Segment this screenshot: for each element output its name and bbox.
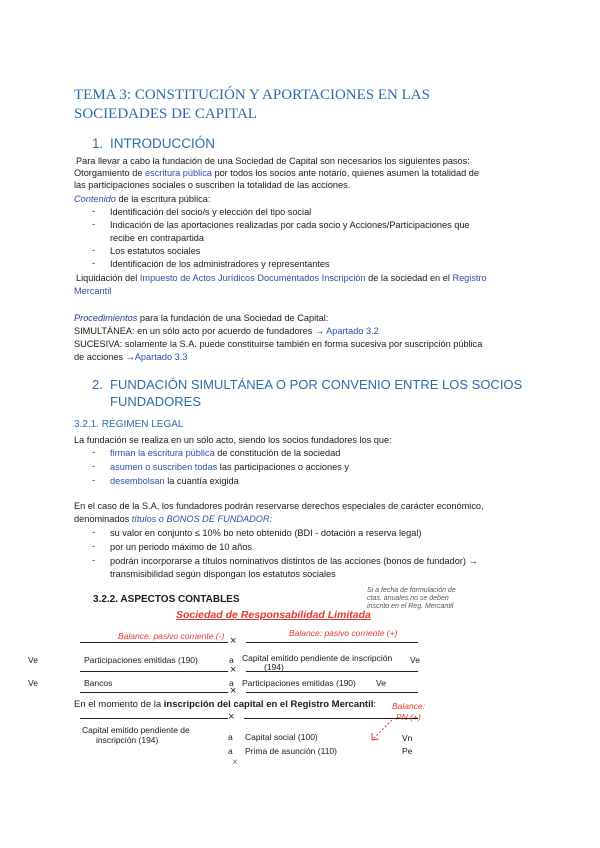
regimen-item-3: desembolsan la cuantía exigida (110, 476, 239, 486)
sa-item-1: su valor en conjunto ≤ 10% bo neto obtenido (BDI - dotación a reserva legal) (110, 528, 422, 538)
bullet-dash: - (92, 555, 95, 565)
bullet-dash: - (92, 245, 95, 255)
inscripcion-link[interactable]: Inscripción (321, 273, 366, 283)
row2-left-account: Bancos (84, 678, 113, 688)
note-line2: ctas. anuales no se deben (367, 595, 449, 602)
apartado-3-3-link[interactable]: Apartado 3.3 (134, 352, 188, 362)
row1-left-account: Participaciones emitidas (190) (84, 655, 198, 665)
row1-right-account-cont: (194) (264, 662, 284, 672)
sucesiva-line1: SUCESIVA: solamente la S.A. puede constituirse también en forma sucesiva por suscripción pública (74, 339, 483, 349)
contenido-item-4: Identificación de los administradores y representantes (110, 259, 330, 269)
journal-line (246, 692, 418, 693)
aspectos-contables-heading: 3.2.2. ASPECTOS CONTABLES (93, 594, 240, 605)
regimen-intro: La fundación se realiza en un sólo acto, siendo los socios fundadores los que: (74, 435, 392, 445)
bullet-dash: - (92, 258, 95, 268)
row1-a: a (229, 655, 234, 665)
regimen-item-2: asumen o suscriben todas las participaciones o acciones y (110, 462, 350, 472)
balance-pasivo-minus: Balance: pasivo corriente (-) (118, 631, 225, 641)
journal-cross-faded: × (232, 757, 238, 768)
journal-cross: × (230, 685, 237, 697)
row3-a1: a (228, 732, 233, 742)
apartado-3-2-link[interactable]: Apartado 3.2 (326, 326, 379, 336)
section1-number: 1. (92, 136, 104, 151)
section2-heading-line1: FUNDACIÓN SIMULTÁNEA O POR CONVENIO ENTRE LOS SOCIOS (110, 377, 523, 392)
intro-paragraph: Para llevar a cabo la fundación de una Sociedad de Capital son necesarios los siguientes pasos: (76, 156, 470, 166)
row1-left-code: Ve (28, 655, 38, 665)
note-line1: Si a fecha de formulación de (367, 587, 456, 594)
row3-a2: a (228, 746, 233, 756)
sucesiva-line2: de acciones →Apartado 3.3 (74, 352, 188, 362)
red-arrow-icon (368, 718, 394, 742)
row2-left-code: Ve (28, 678, 38, 688)
sa-item-3: podrán incorporarse a títulos nominativos distintos de las acciones (bonos de fundador) → (110, 556, 478, 566)
journal-cross: × (228, 711, 235, 723)
journal-line (80, 692, 228, 693)
row1-right-account: Capital emitido pendiente de inscripción (242, 653, 393, 663)
journal-line (246, 642, 418, 643)
bullet-dash: - (92, 541, 95, 551)
row2-right-account: Participaciones emitidas (190) (242, 678, 356, 688)
step1-line2: las participaciones sociales o suscriben la totalidad de las acciones. (74, 180, 351, 190)
journal-line (244, 718, 418, 719)
step1-line1: Otorgamiento de escritura pública por todos los socios ante notario, quienes asumen la totalidad de (74, 168, 480, 178)
balance-pn-label: Balance: (392, 701, 426, 711)
step2-line1: Liquidación del Impuesto de Actos Jurídicos Documentados Inscripción de la sociedad en el Registro (76, 273, 487, 283)
subsection-regimen-legal: 3.2.1. RÉGIMEN LEGAL (74, 419, 184, 430)
bullet-dash: - (92, 219, 95, 229)
registro-link-cont[interactable]: Mercantil (74, 286, 112, 296)
row3-code-2: Pe (402, 746, 413, 756)
simultanea-line: SIMULTÁNEA: en un sólo acto por acuerdo de fundadores → Apartado 3.2 (74, 326, 379, 336)
bullet-dash: - (92, 461, 95, 471)
journal-line (80, 671, 228, 672)
row2-a: a (229, 678, 234, 688)
sa-item-3-cont: transmisibilidad según dispongan los estatutos sociales (110, 569, 336, 579)
row3-left-account-line1: Capital emitido pendiente de (82, 725, 190, 735)
impuesto-link[interactable]: Impuesto de Actos Jurídicos Documentados (139, 273, 320, 283)
contenido-item-1: Identificación del socio/s y elección del tipo social (110, 207, 312, 217)
bullet-dash: - (92, 527, 95, 537)
journal-cross: × (230, 664, 237, 676)
section1-heading: INTRODUCCIÓN (110, 136, 215, 151)
journal-line (246, 671, 418, 672)
row3-right-account-1: Capital social (100) (245, 732, 318, 742)
balance-pasivo-plus: Balance: pasivo corriente (+) (289, 628, 398, 638)
bullet-dash: - (92, 447, 95, 457)
balance-pn-plus: PN (+) (396, 712, 421, 722)
bullet-dash: - (92, 206, 95, 216)
escritura-publica-link[interactable]: escritura pública (145, 168, 212, 178)
journal-line (80, 642, 228, 643)
srl-heading: Sociedad de Responsabilidad Limitada (176, 609, 371, 621)
contenido-label: Contenido de la escritura pública: (74, 194, 211, 204)
journal-line (80, 718, 228, 719)
sa-item-2: por un periodo máximo de 10 años (110, 542, 252, 552)
sa-paragraph-line1: En el caso de la S.A, los fundadores podrán reservarse derechos especiales de carácter económico, (74, 501, 484, 511)
row3-left-account-line2: inscripción (194) (96, 735, 159, 745)
contenido-item-2: Indicación de las aportaciones realizadas por cada socio y Acciones/Participaciones que (110, 220, 470, 230)
row1-right-code: Ve (410, 655, 420, 665)
inscripcion-line: En el momento de la inscripción del capital en el Registro Mercantil: (74, 699, 377, 710)
contenido-item-3: Los estatutos sociales (110, 246, 201, 256)
document-title-line2: SOCIEDADES DE CAPITAL (74, 106, 257, 122)
bullet-dash: - (92, 475, 95, 485)
procedimientos-label: Procedimientos para la fundación de una Sociedad de Capital: (74, 313, 329, 323)
section2-number: 2. (92, 377, 103, 392)
journal-cross: × (230, 635, 237, 647)
registro-link[interactable]: Registro (452, 273, 487, 283)
row2-right-code: Ve (376, 678, 386, 688)
regimen-item-1: firman la escritura pública de constitución de la sociedad (110, 448, 341, 458)
bonos-fundador-link[interactable]: títulos o BONOS DE FUNDADOR: (131, 514, 273, 524)
row3-code-1: Vn (402, 733, 413, 743)
document-title-line1: TEMA 3: CONSTITUCIÓN Y APORTACIONES EN LAS (74, 87, 430, 103)
contenido-item-2-cont: recibe en contrapartida (110, 233, 204, 243)
sa-paragraph-line2: denominados títulos o BONOS DE FUNDADOR: (74, 514, 273, 524)
row3-right-account-2: Prima de asunción (110) (245, 746, 337, 756)
note-line3: inscrito en el Reg. Mercantil (367, 603, 454, 610)
section2-heading-line2: FUNDADORES (110, 394, 202, 409)
